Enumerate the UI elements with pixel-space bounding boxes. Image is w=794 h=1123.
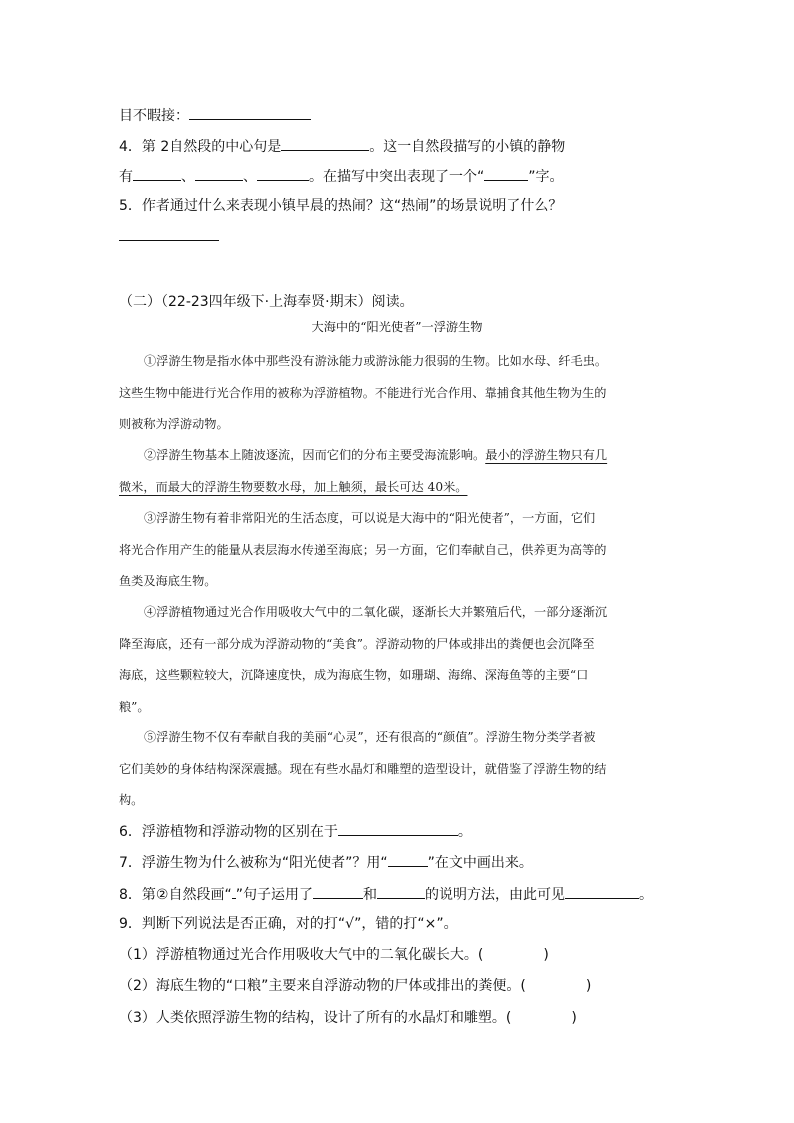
q3-answer-blank[interactable] [189,104,311,120]
paragraph-3 [119,503,679,598]
q9-text: 9．判断下列说法是否正确，对的打“√”，错的打“×”。 [119,916,458,932]
article-title: 大海中的“阳光使者”一浮游生物 [311,320,483,334]
q8-text-c: 和 [362,887,377,903]
q4-still-blank-1[interactable] [133,165,181,181]
q9-3-text: （3）人类依照浮游生物的结构，设计了所有的水晶灯和雕塑。( [119,1010,512,1026]
q8-method-blank-2[interactable] [377,883,425,899]
q4-still-blank-3[interactable] [257,165,309,181]
q9-line [119,914,458,934]
q7-text: 7．浮游生物为什么被称为“阳光使者”？用“ [119,855,388,871]
p4-line-2: 降至海底，还有一部分成为浮游动物的“美食”。浮游动物的尸体或排出的粪便也会沉降至 [119,636,595,651]
q4-line2 [119,165,564,187]
q9-2-text: （2）海底生物的“口粮”主要来自浮游动物的尸体或排出的粪便。( [119,978,526,994]
q4-still-blank-2[interactable] [195,165,243,181]
p1-line-1: ①浮游生物是指水体中那些没有游泳能力或游泳能力很弱的生物。比如水母、纤毛虫。 [144,354,608,368]
q5-answer-line [119,225,219,247]
q7-mark-blank[interactable] [388,851,428,867]
q4-central-sentence-blank[interactable] [281,135,369,151]
q3-tail-label: 目不暇接： [119,108,189,124]
q6-line [119,820,472,842]
p2-line-1: ②浮游生物基本上随波逐流，因而它们的分布主要受海流影响。最小的浮游生物只有几 [144,448,608,462]
q4-text-c: 有 [119,169,133,185]
paragraph-1 [119,346,679,441]
q5-answer-blank[interactable] [119,225,219,241]
p2-line-2 [119,472,679,504]
p5-line-3: 构。 [119,793,144,807]
paragraph-2 [119,440,679,503]
q8-method-blank-1[interactable] [313,883,363,899]
q9-1-text: （1）浮游植物通过光合作用吸收大气中的二氧化碳长大。( [119,947,484,963]
p4-line-1: ④浮游植物通过光合作用吸收大气中的二氧化碳，逐渐长大并繁殖后代，一部分逐渐沉 [144,605,608,619]
q4-text-b: 。这一自然段描写的小镇的静物 [369,139,566,155]
p3-line-3: 鱼类及海底生物。 [119,574,217,588]
q6-text: 6．浮游植物和浮游动物的区别在于 [119,824,338,840]
q7-text-end: ”在文中画出来。 [427,855,533,871]
q3-tail-line [119,104,311,126]
p2-underlined-sentence-b: 微米，而最大的浮游生物要数水母，加上触须，最长可达 40米。 [119,479,468,494]
q9-2-line [119,976,591,996]
p4-line-4: 粮”。 [119,699,150,714]
p1-line-3: 则被称为浮游动物。 [119,417,229,431]
q4-text-e: ”字。 [528,169,564,185]
p4-line-3: 海底，这些颗粒较大，沉降速度快，成为海底生物，如珊瑚、海绵、深海鱼等的主要“口 [119,668,589,682]
p2-underlined-sentence-a: 最小的浮游生物只有几 [485,448,608,462]
q8-line [119,883,653,905]
q6-answer-blank[interactable] [338,820,458,836]
q7-line [119,851,533,873]
q9-1-line [119,945,549,965]
paragraph-5 [119,722,679,817]
p3-line-1: ③浮游生物有着非常阳光的生活态度，可以说是大海中的“阳光使者”，一方面，它们 [144,511,596,525]
q8-text-b: ”句子运用了 [235,887,313,903]
paragraph-4 [119,597,679,723]
p5-line-1: ⑤浮游生物不仅有奉献自我的美丽“心灵”，还有很高的“颜值”。浮游生物分类学者被 [144,730,596,744]
q9-2-paren-close: ) [585,978,592,994]
q9-3-line [119,1008,577,1028]
p1-line-2: 这些生物中能进行光合作用的被称为浮游植物。不能进行光合作用、靠捕食其他生物为生的 [119,385,607,400]
q8-text-d: 的说明方法，由此可见 [424,887,565,903]
p3-line-2: 将光合作用产生的能量从表层海水传递至海底；另一方面，它们奉献自己，供养更为高等的 [119,542,607,557]
part2-header [119,292,414,312]
q6-end: 。 [457,824,472,840]
part2-header-text: （二）（22-23四年级下·上海奉贤·期末）阅读。 [119,294,414,310]
q4-line1 [119,135,565,157]
q4-text-a: 4．第 2自然段的中心句是 [119,139,282,155]
q8-text-e: 。 [638,887,653,903]
q4-text-d: 。在描写中突出表现了一个“ [309,169,485,185]
q9-3-paren-close: ) [571,1010,577,1026]
q8-text-a: 8．第②自然段画“ [119,887,232,903]
q4-sep-1: 、 [181,169,195,185]
q5-text: 5．作者通过什么来表现小镇早晨的热闹？这“热闹”的场景说明了什么？ [119,198,563,214]
p5-line-2: 它们美妙的身体结构深深震撼。现在有些水晶灯和雕塑的造型设计，就借鉴了浮游生物的结 [119,761,607,776]
q8-conclusion-blank[interactable] [565,883,639,899]
q9-1-paren-close: ) [543,947,549,963]
q4-word-blank[interactable] [484,165,528,181]
q5-line [119,196,562,216]
q4-sep-2: 、 [243,169,257,185]
